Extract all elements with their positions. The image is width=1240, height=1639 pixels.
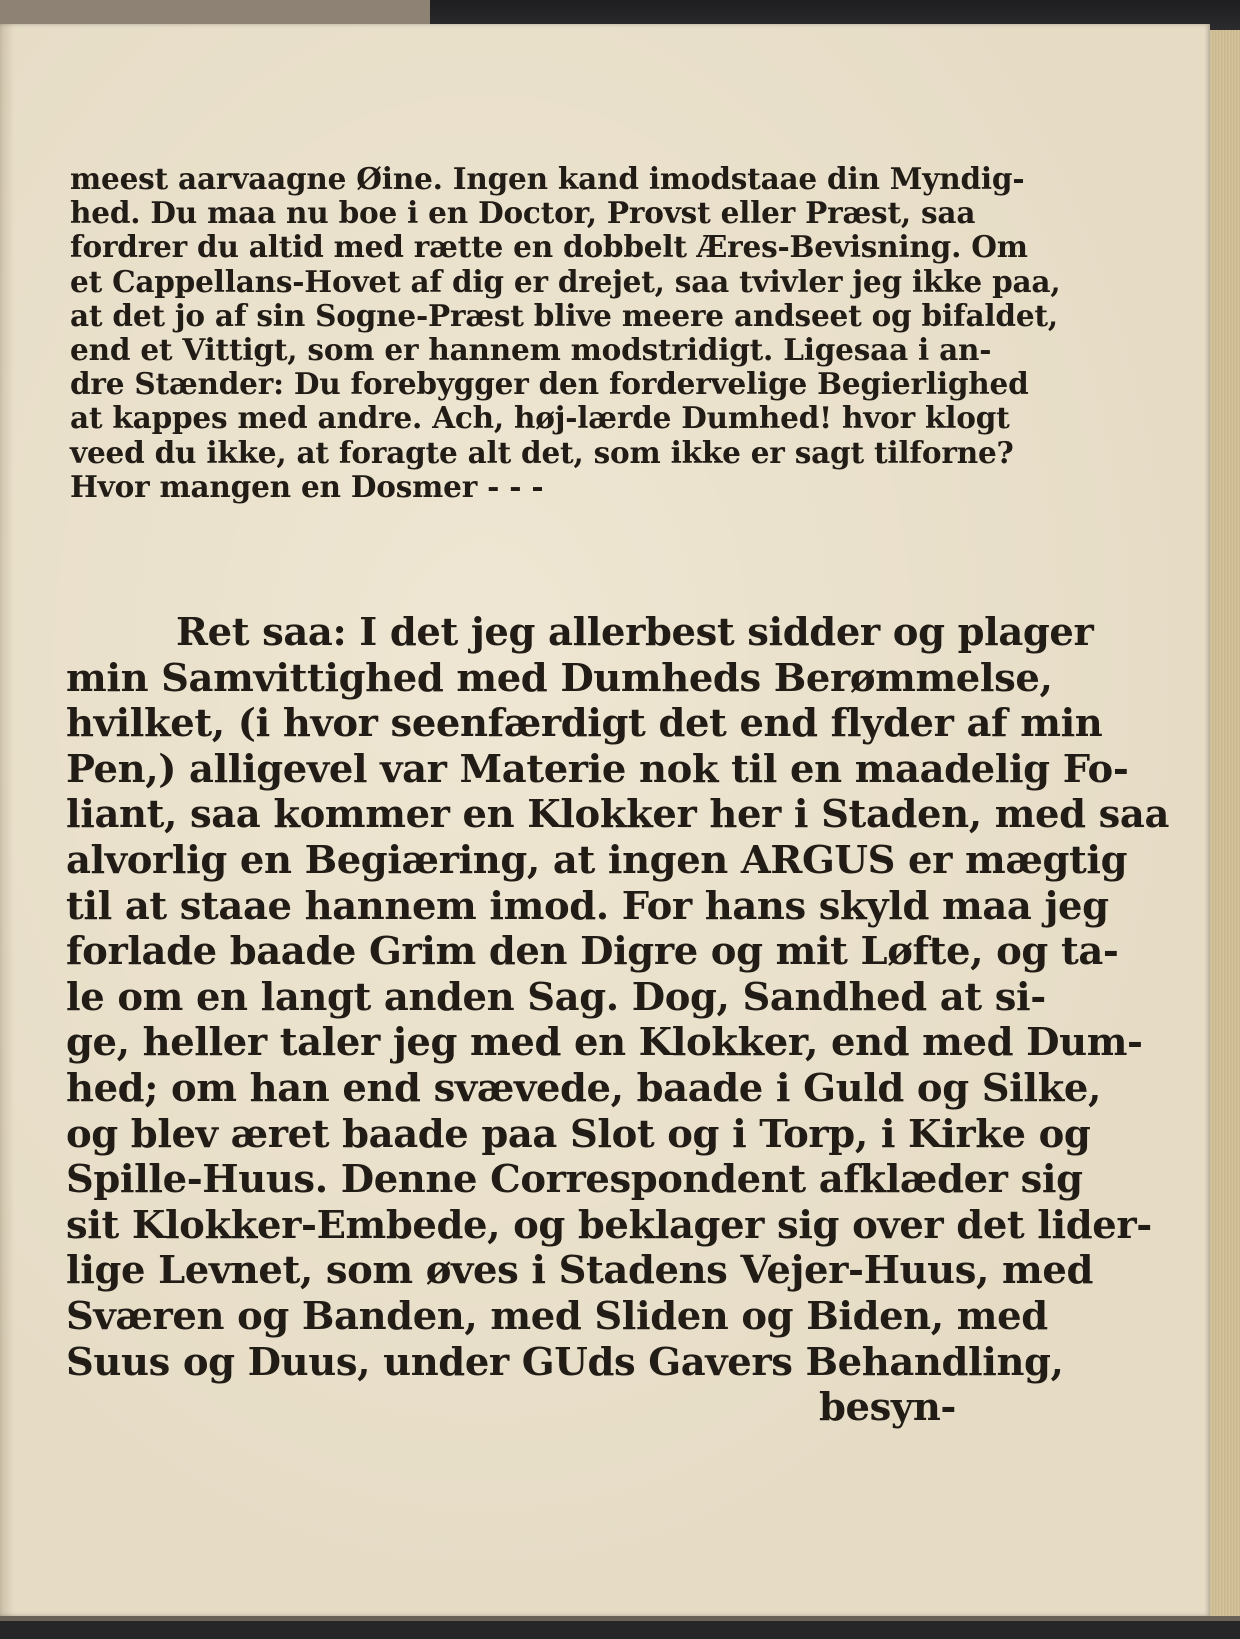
text-line: at det jo af sin Sogne-Præst blive meere andseet og bifaldet, — [70, 297, 1058, 333]
book-bottom-strip — [0, 1616, 1240, 1621]
text-line: et Cappellans-Hovet af dig er drejet, saa tvivler jeg ikke paa, — [70, 263, 1061, 299]
text-line: lige Levnet, som øves i Stadens Vejer-Huus, med — [66, 1248, 1093, 1294]
text-line: min Samvittighed med Dumheds Berømmelse, — [66, 655, 1053, 701]
text-line: Spille-Huus. Denne Correspondent afklæder sig — [66, 1157, 1083, 1203]
text-line: Pen,) alligevel var Materie nok til en maadelig Fo- — [66, 746, 1129, 792]
text-line-last: Hvor mangen en Dosmer - - - — [70, 468, 544, 504]
text-line: at kappes med andre. Ach, høj-lærde Dumhed! hvor klogt — [70, 400, 1010, 436]
text-line: fordrer du altid med rætte en dobbelt Æres-Bevisning. Om — [70, 229, 1028, 265]
text-section-1 — [70, 161, 1061, 504]
page-edge-stack — [1210, 30, 1240, 1616]
catchword: besyn- — [818, 1385, 956, 1431]
text-line: hed. Du maa nu boe i en Doctor, Provst eller Præst, saa — [70, 195, 976, 231]
scan-bottom-border — [0, 1616, 1240, 1639]
text-line: dre Stænder: Du forebygger den fordervelige Begierlighed — [70, 366, 1029, 402]
text-line: Suus og Duus, under GUds Gavers Behandling, — [66, 1339, 1064, 1385]
text-line: liant, saa kommer en Klokker her i Staden, med saa — [66, 792, 1170, 838]
text-line: Sværen og Banden, med Sliden og Biden, med — [66, 1293, 1048, 1339]
text-line: meest aarvaagne Øine. Ingen kand imodstaae din Myndig- — [70, 161, 1025, 196]
text-section-2 — [66, 610, 1170, 1431]
text-line: ge, heller taler jeg med en Klokker, end med Dum- — [66, 1020, 1143, 1066]
text-line: le om en langt anden Sag. Dog, Sandhed at si- — [66, 974, 1046, 1020]
text-line: forlade baade Grim den Digre og mit Løfte, og ta- — [66, 929, 1119, 975]
text-line: hvilket, (i hvor seenfærdigt det end flyder af min — [66, 701, 1103, 747]
text-line: hed; om han end svævede, baade i Guld og Silke, — [66, 1065, 1101, 1111]
text-line: end et Vittigt, som er hannem modstridigt. Ligesaa i an- — [70, 332, 992, 368]
text-line: alvorlig en Begiæring, at ingen ARGUS er mægtig — [66, 837, 1128, 883]
text-line: sit Klokker-Embede, og beklager sig over det lider- — [66, 1202, 1152, 1248]
text-line: og blev æret baade paa Slot og i Torp, i Kirke og — [66, 1111, 1091, 1157]
text-line-first: Ret saa: I det jeg allerbest sidder og plager — [176, 610, 1094, 655]
text-line: veed du ikke, at foragte alt det, som ikke er sagt tilforne? — [70, 434, 1014, 470]
text-line: til at staae hannem imod. For hans skyld maa jeg — [66, 883, 1109, 929]
